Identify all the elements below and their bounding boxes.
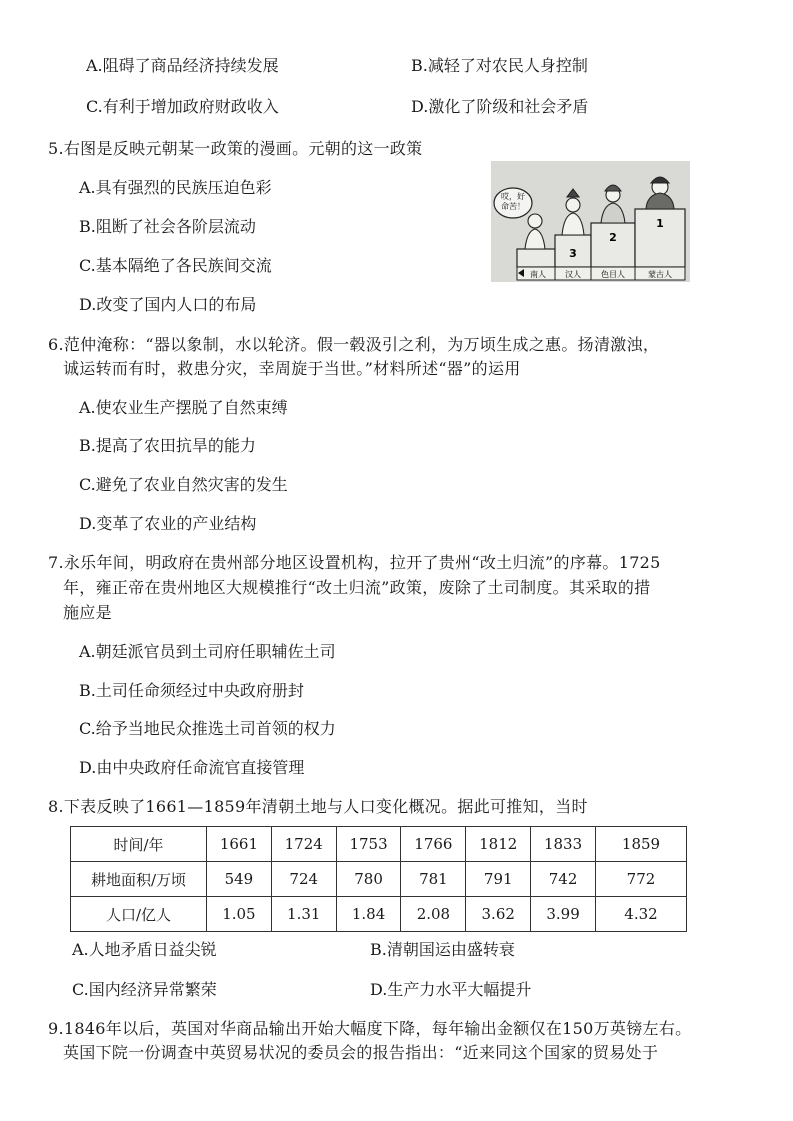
q4-option-a: A.阻碍了商品经济持续发展 — [86, 56, 279, 75]
q7-option-a: A.朝廷派官员到土司府任职辅佐土司 — [79, 642, 336, 661]
table-cell: 1.31 — [271, 897, 336, 932]
label-semuren: 色目人 — [601, 270, 625, 279]
table-cell: 1724 — [271, 827, 336, 862]
table-cell: 780 — [336, 862, 401, 897]
q5-stem: 5.右图是反映元朝某一政策的漫画。元朝的这一政策 — [48, 139, 423, 158]
table-header-row — [71, 827, 687, 862]
table-cell: 1753 — [336, 827, 401, 862]
q7-stem-line3: 施应是 — [63, 603, 112, 622]
q7-option-b: B.土司任命须经过中央政府册封 — [79, 681, 304, 700]
table-cell: 耕地面积/万顷 — [71, 862, 207, 897]
q6-stem-line2: 诚运转而有时，救患分灾，幸周旋于当世。”材料所述“器”的运用 — [63, 359, 521, 378]
land-population-table — [70, 826, 687, 932]
table-cell: 2.08 — [401, 897, 466, 932]
figure-mengguren — [646, 177, 674, 209]
q9-stem-line2: 英国下院一份调查中英贸易状况的委员会的报告指出：“近来同这个国家的贸易处于 — [63, 1043, 659, 1062]
table-row — [71, 897, 687, 932]
table-cell: 1812 — [466, 827, 531, 862]
q6-option-d: D.变革了农业的产业结构 — [79, 514, 257, 533]
table-cell: 1859 — [596, 827, 687, 862]
figure-semuren — [601, 185, 625, 223]
q4-option-b: B.减轻了对农民人身控制 — [411, 56, 588, 75]
q4-option-c: C.有利于增加政府财政收入 — [86, 97, 279, 116]
podium-2 — [591, 223, 635, 267]
q9-stem-line1: 9.1846年以后，英国对华商品输出开始大幅度下降，每年输出金额仅在150万英镑左右。 — [48, 1019, 692, 1038]
label-hanren: 汉人 — [565, 270, 581, 279]
q5-option-c: C.基本隔绝了各民族间交流 — [79, 256, 272, 275]
label-mengguren: 蒙古人 — [648, 270, 672, 279]
q8-option-a: A.人地矛盾日益尖锐 — [72, 940, 217, 959]
table-cell: 781 — [401, 862, 466, 897]
table-cell: 1661 — [207, 827, 272, 862]
table-cell: 1833 — [531, 827, 596, 862]
table-cell: 1766 — [401, 827, 466, 862]
table-cell: 742 — [531, 862, 596, 897]
q6-option-b: B.提高了农田抗旱的能力 — [79, 436, 256, 455]
q8-stem: 8.下表反映了1661—1859年清朝土地与人口变化概况。据此可推知，当时 — [48, 797, 588, 816]
step-2: 2 — [609, 231, 617, 244]
table-cell: 时间/年 — [71, 827, 207, 862]
q5-option-a: A.具有强烈的民族压迫色彩 — [79, 178, 272, 197]
figure-hanren — [562, 189, 584, 235]
table-cell: 772 — [596, 862, 687, 897]
q6-option-a: A.使农业生产摆脱了自然束缚 — [79, 398, 288, 417]
q8-option-d: D.生产力水平大幅提升 — [370, 980, 532, 999]
q8-option-c: C.国内经济异常繁荣 — [72, 980, 217, 999]
table-row — [71, 862, 687, 897]
q7-stem-line1: 7.永乐年间，明政府在贵州部分地区设置机构，拉开了贵州“改土归流”的序幕。1725 — [48, 553, 661, 572]
q7-option-d: D.由中央政府任命流官直接管理 — [79, 758, 305, 777]
podium-4 — [517, 249, 555, 267]
step-1: 1 — [656, 217, 664, 230]
q5-option-d: D.改变了国内人口的布局 — [79, 295, 257, 314]
figure-nanren — [525, 214, 545, 249]
q5-option-b: B.阻断了社会各阶层流动 — [79, 217, 256, 236]
table-cell: 3.62 — [466, 897, 531, 932]
table-cell: 人口/亿人 — [71, 897, 207, 932]
table-cell: 4.32 — [596, 897, 687, 932]
table-cell: 3.99 — [531, 897, 596, 932]
table-cell: 791 — [466, 862, 531, 897]
policy-cartoon — [491, 161, 690, 282]
speech-text-2: 命苦！ — [501, 202, 525, 211]
table-cell: 1.05 — [207, 897, 272, 932]
q6-stem-line1: 6.范仲淹称：“器以象制，水以轮济。假一毂汲引之利，为万顷生成之惠。扬清激浊， — [48, 335, 660, 354]
q8-option-b: B.清朝国运由盛转衰 — [370, 940, 515, 959]
table-cell: 1.84 — [336, 897, 401, 932]
q4-option-d: D.激化了阶级和社会矛盾 — [411, 97, 589, 116]
q7-stem-line2: 年，雍正帝在贵州地区大规模推行“改土归流”政策，废除了土司制度。其采取的措 — [63, 578, 651, 597]
step-3: 3 — [569, 247, 577, 260]
q6-option-c: C.避免了农业自然灾害的发生 — [79, 475, 288, 494]
table-cell: 549 — [207, 862, 272, 897]
q7-option-c: C.给予当地民众推选土司首领的权力 — [79, 719, 336, 738]
speech-text-1: 哎，好 — [501, 192, 525, 201]
label-nanren: 南人 — [530, 270, 546, 279]
table-cell: 724 — [271, 862, 336, 897]
